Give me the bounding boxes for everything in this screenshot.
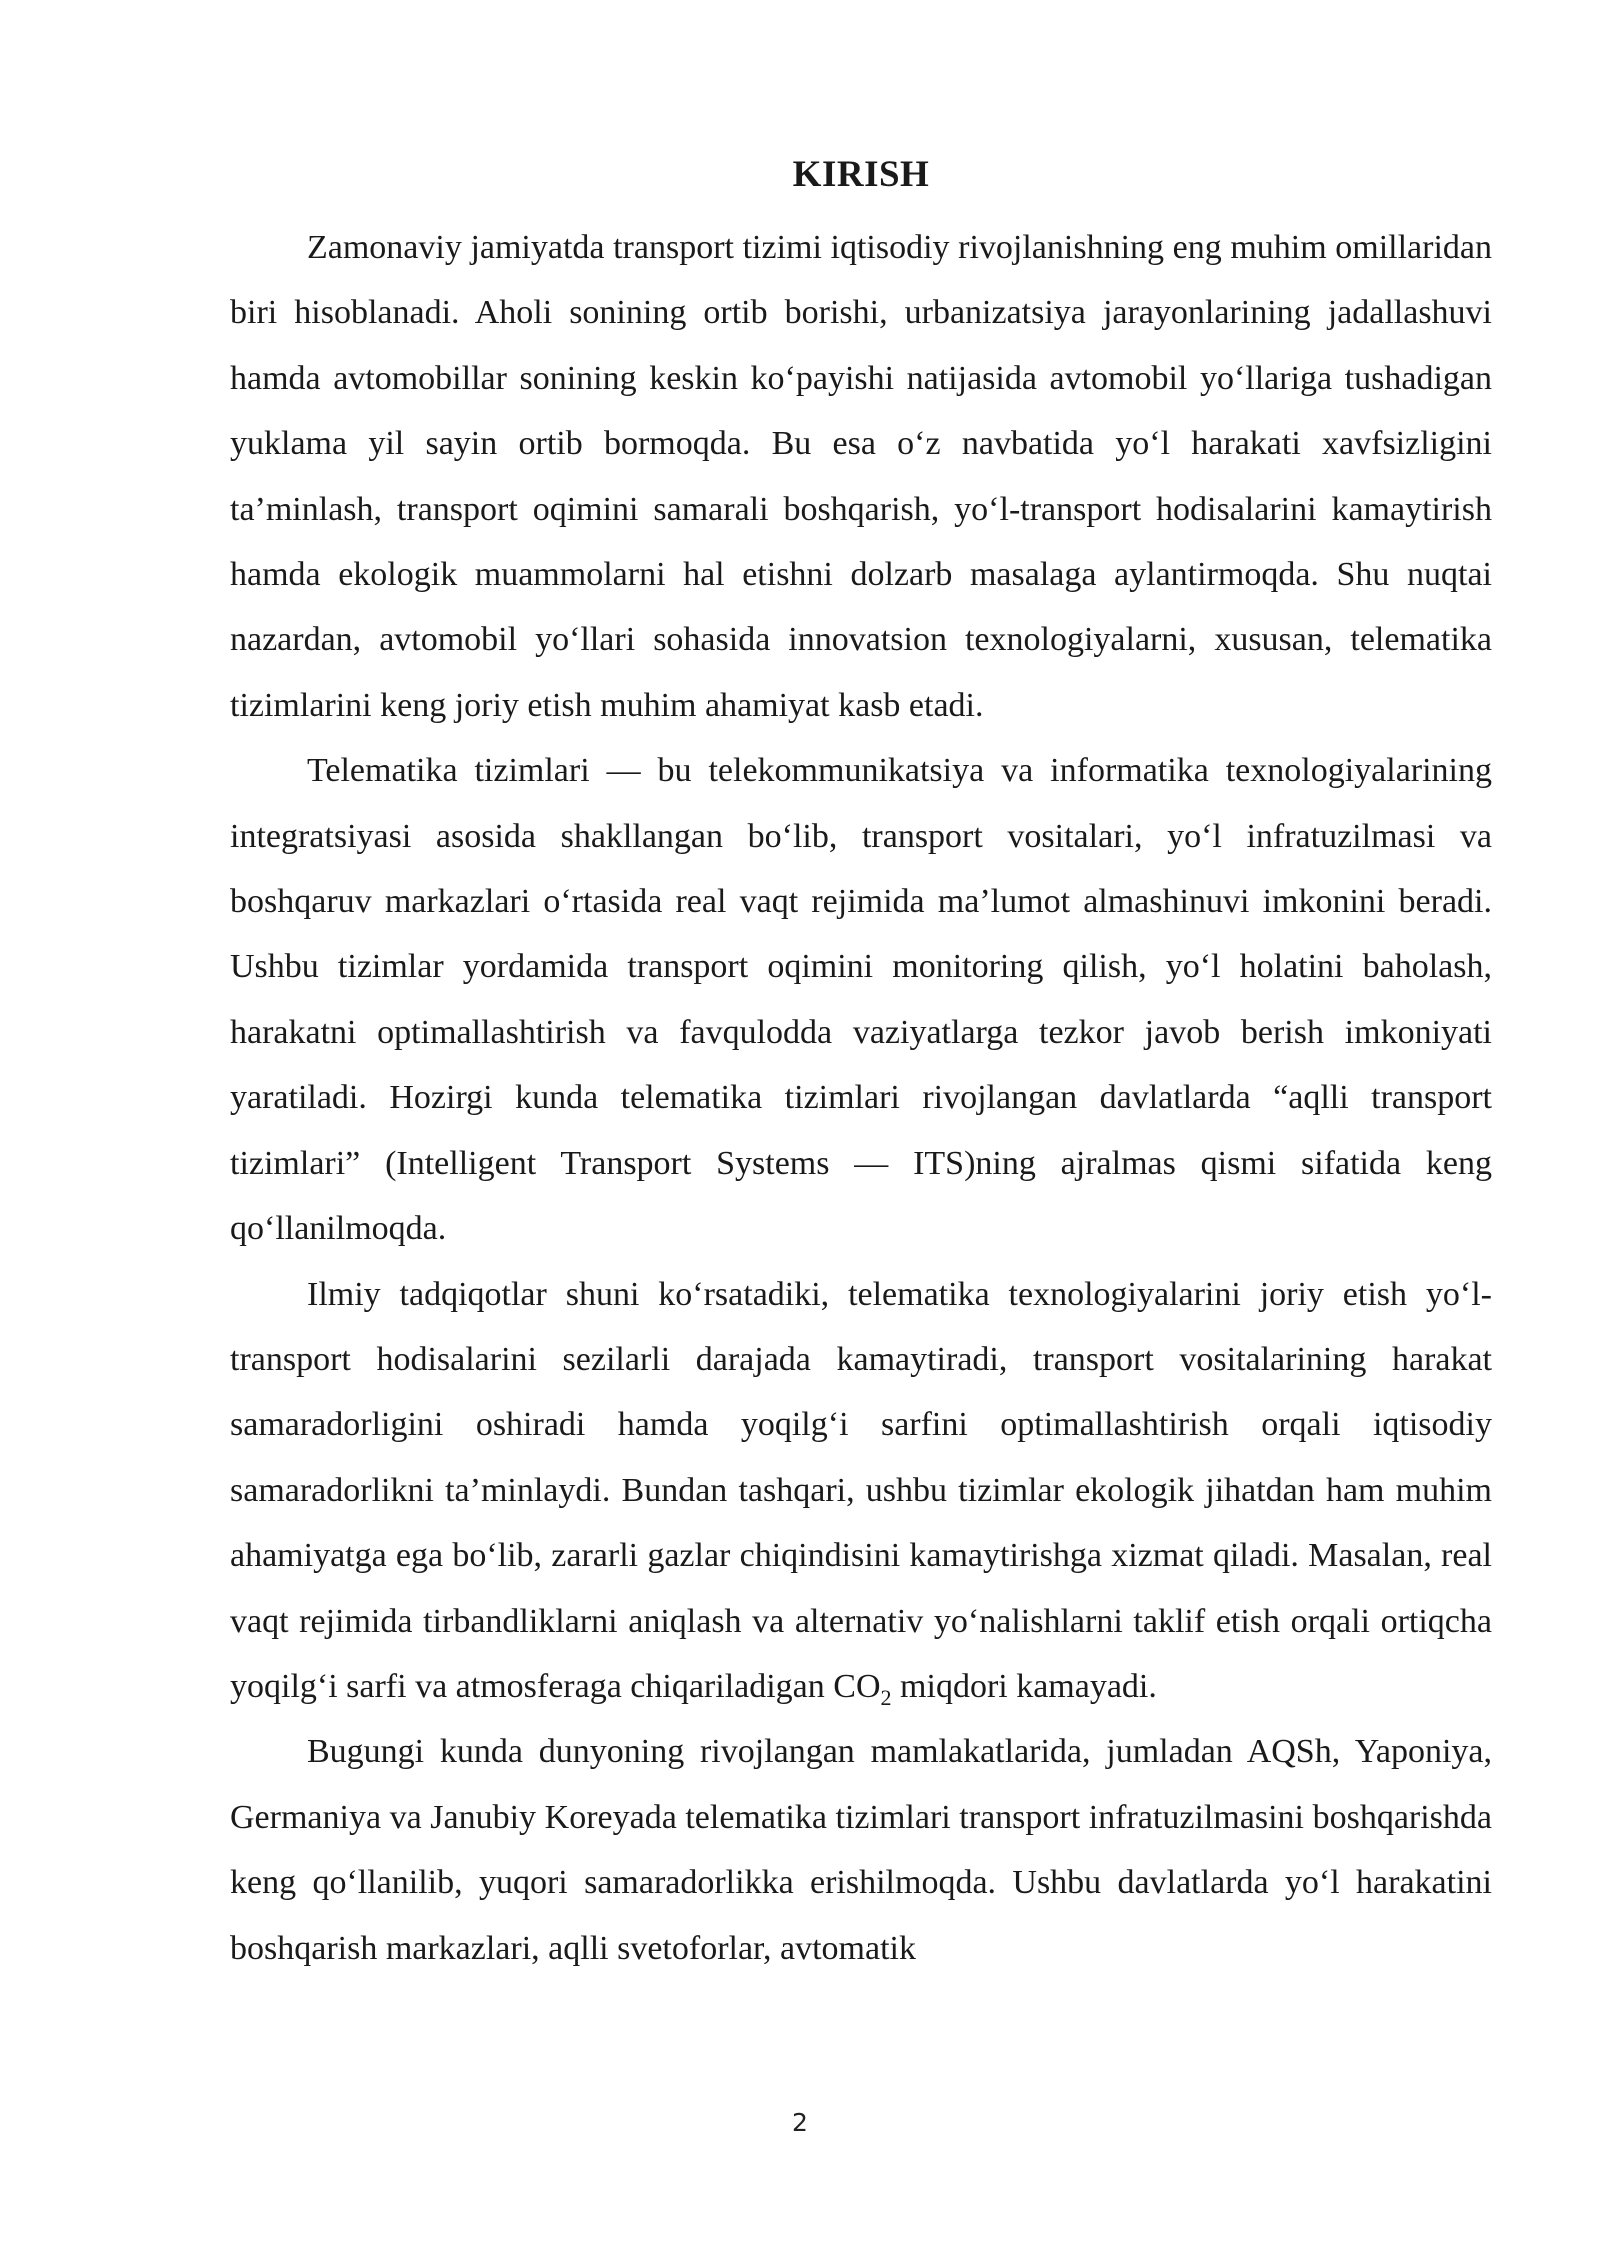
- co2-subscript: 2: [880, 1684, 892, 1710]
- section-heading: KIRISH: [792, 154, 930, 195]
- paragraph-4: Bugungi kunda dunyoning rivojlangan mamlakatlarida, jumladan AQSh, Yaponiya, Germaniya va Janubiy Koreyada telematika tizimlari transport infratuzilmasini boshqarishda keng qo‘llanilib, yuqori samaradorlikka erishilmoqda. Ushbu davlatlarda yo‘l harakatini boshqarish markazlari, aqlli svetoforlar, avtomatik: [230, 1733, 1492, 1967]
- paragraph-3-ending: miqdori kamayadi.: [891, 1667, 1157, 1705]
- paragraph-2: Telematika tizimlari — bu telekommunikatsiya va informatika texnologiyalarining integratsiyasi asosida shakllangan bo‘lib, transport vositalari, yo‘l infratuzilmasi va boshqaruv markazlari o‘rtasida real vaqt rejimida ma’lumot almashinuvi imkonini beradi. Ushbu tizimlar yordamida transport oqimini monitoring qilish, yo‘l holatini baholash, harakatni optimallashtirish va favqulodda vaziyatlarga tezkor javob berish imkoniyati yaratiladi. Hozirgi kunda telematika tizimlari rivojlangan davlatlarda “aqlli transport tizimlari” (Intelligent Transport Systems — ITS)ning ajralmas qismi sifatida keng qo‘llanilmoqda.: [230, 752, 1492, 1248]
- document-body: [230, 150, 1492, 1981]
- paragraph-3-text: Ilmiy tadqiqotlar shuni ko‘rsatadiki, telematika texnologiyalarini joriy etish yo‘l-transport hodisalarini sezilarli darajada kamaytiradi, transport vositalarining harakat samaradorligini oshiradi hamda yoqilg‘i sarfini optimallashtirish orqali iqtisodiy samaradorlikni ta’minlaydi. Bundan tashqari, ushbu tizimlar ekologik jihatdan ham muhim ahamiyatga ega bo‘lib, zararli gazlar chiqindisini kamaytirishga xizmat qiladi. Masalan, real vaqt rejimida tirbandliklarni aniqlash va alternativ yo‘nalishlarni taklif etish orqali ortiqcha yoqilg‘i sarfi va atmosferaga chiqariladigan CO: [230, 1275, 1492, 1705]
- paragraph-1: Zamonaviy jamiyatda transport tizimi iqtisodiy rivojlanishning eng muhim omillaridan biri hisoblanadi. Aholi sonining ortib borishi, urbanizatsiya jarayonlarining jadallashuvi hamda avtomobillar sonining keskin ko‘payishi natijasida avtomobil yo‘llariga tushadigan yuklama yil sayin ortib bormoqda. Bu esa o‘z navbatida yo‘l harakati xavfsizligini ta’minlash, transport oqimini samarali boshqarish, yo‘l-transport hodisalarini kamaytirish hamda ekologik muammolarni hal etishni dolzarb masalaga aylantirmoqda. Shu nuqtai nazardan, avtomobil yo‘llari sohasida innovatsion texnologiyalarni, xususan, telematika tizimlarini keng joriy etish muhim ahamiyat kasb etadi.: [230, 229, 1492, 724]
- page-number: 2: [792, 2108, 808, 2137]
- paragraph-3: [230, 1262, 1492, 1720]
